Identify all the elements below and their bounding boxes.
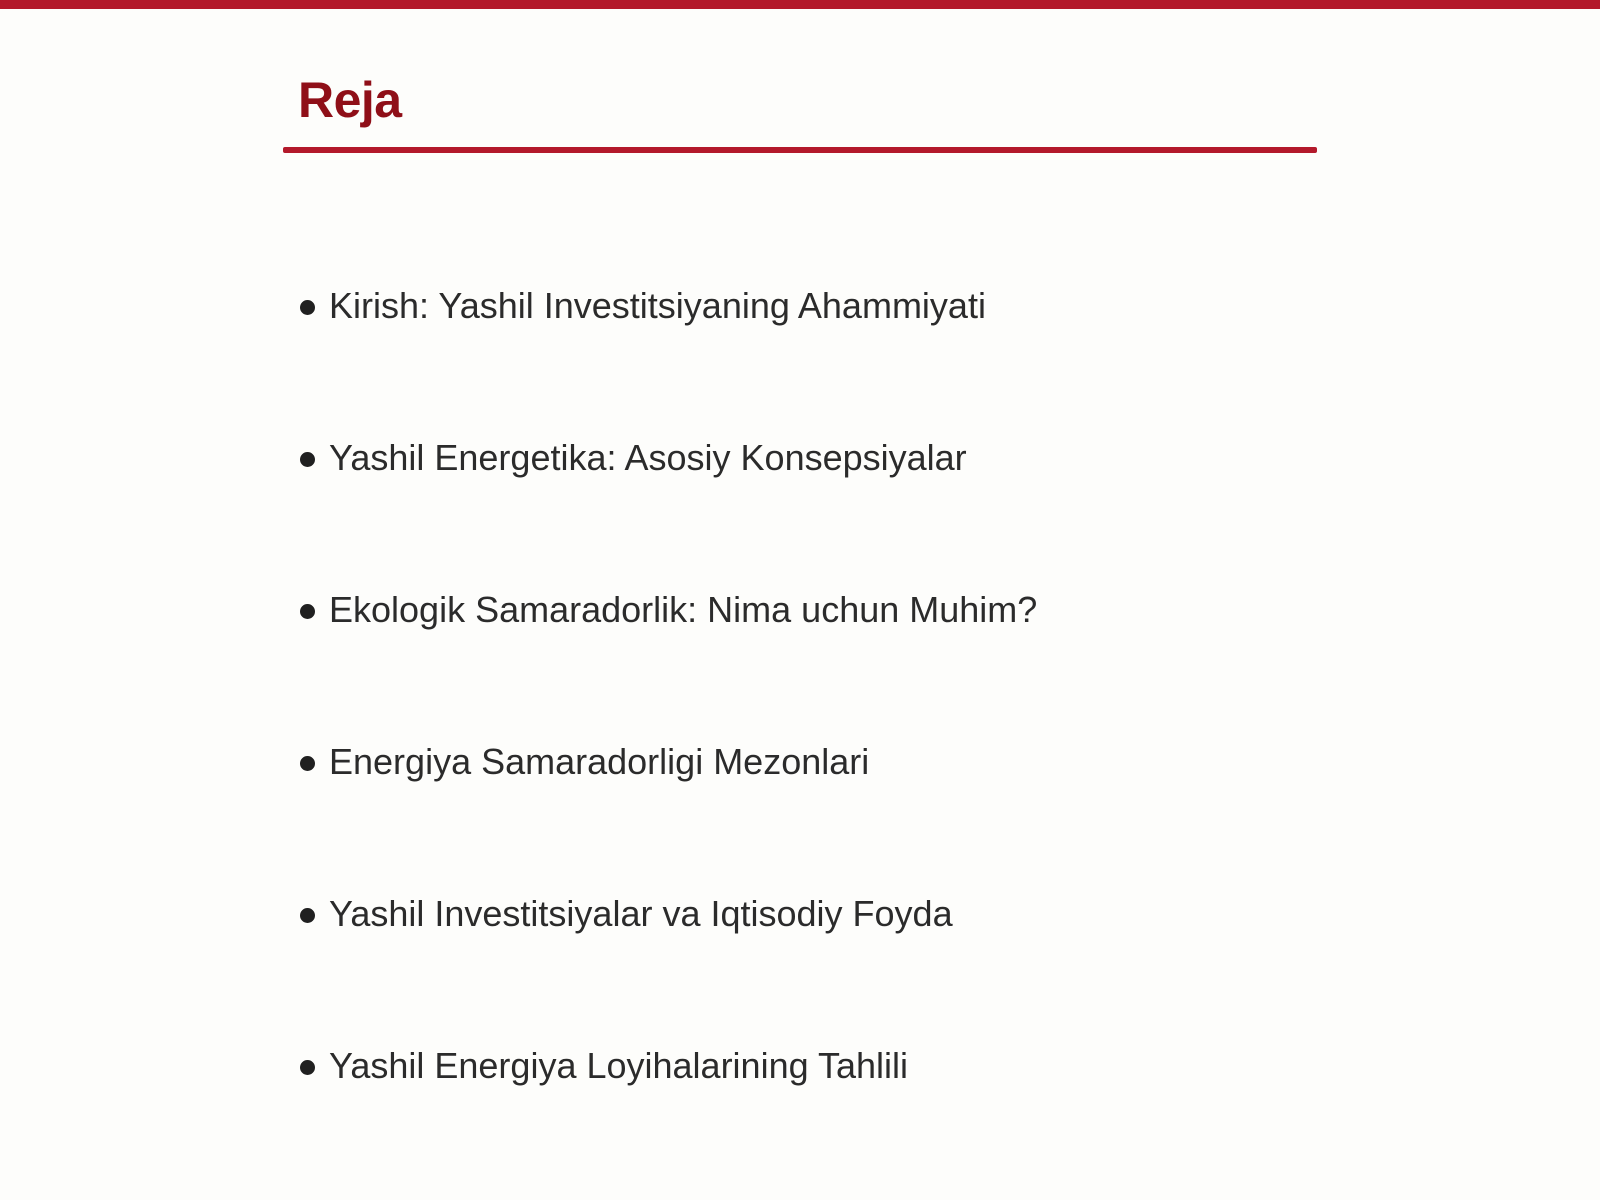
agenda-item-label: Ekologik Samaradorlik: Nima uchun Muhim? (329, 589, 1038, 630)
slide-title: Reja (298, 72, 402, 128)
agenda-item (300, 574, 1037, 726)
bullet-dot-icon (300, 908, 315, 923)
agenda-item-label: Kirish: Yashil Investitsiyaning Ahammiyati (329, 285, 986, 326)
agenda-item (300, 878, 1037, 1030)
bullet-dot-icon (300, 604, 315, 619)
agenda-item-label: Energiya Samaradorligi Mezonlari (329, 741, 870, 782)
agenda-item (300, 1030, 1037, 1182)
agenda-item (300, 270, 1037, 422)
bullet-dot-icon (300, 756, 315, 771)
agenda-item-label: Yashil Energiya Loyihalarining Tahlili (329, 1045, 909, 1086)
agenda-item-label: Yashil Investitsiyalar va Iqtisodiy Foyda (329, 893, 953, 934)
title-underline (283, 147, 1317, 153)
top-accent-bar (0, 0, 1600, 9)
agenda-list (300, 270, 1037, 1182)
bullet-dot-icon (300, 1060, 315, 1075)
bullet-dot-icon (300, 300, 315, 315)
agenda-item (300, 726, 1037, 878)
bullet-dot-icon (300, 452, 315, 467)
agenda-item (300, 422, 1037, 574)
agenda-item-label: Yashil Energetika: Asosiy Konsepsiyalar (329, 437, 967, 478)
